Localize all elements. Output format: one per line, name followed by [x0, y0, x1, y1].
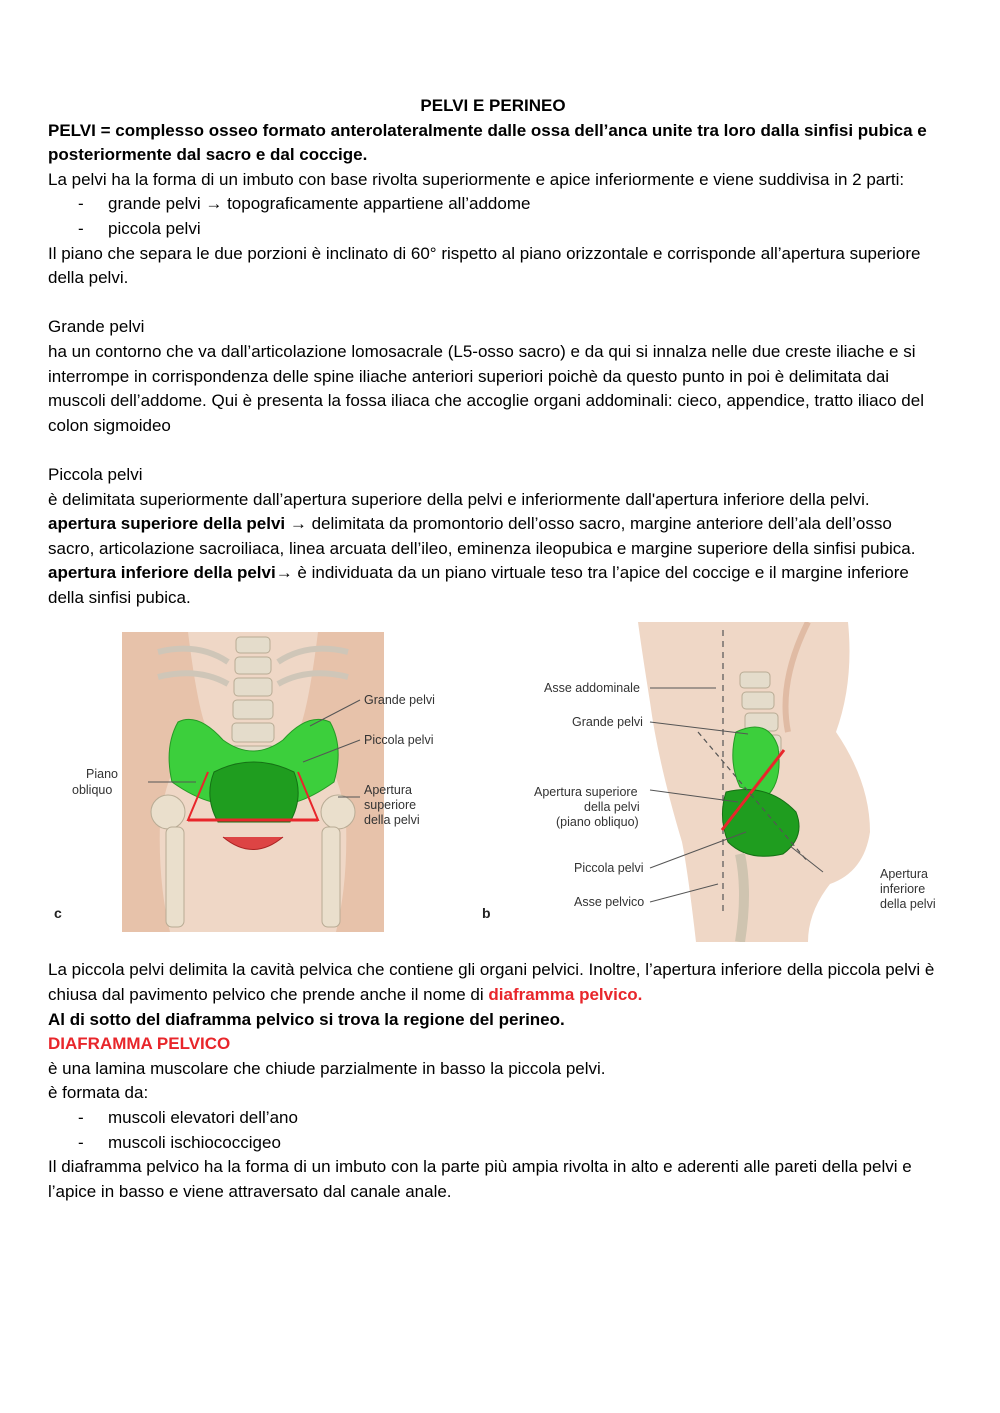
plane-paragraph: Il piano che separa le due porzioni è inclinato di 60° rispetto al piano orizzontale e corrisponde all’apertura superiore della pelvi. — [48, 243, 921, 288]
list-item: - muscoli ischiococcigeo — [78, 1132, 281, 1152]
label-piccola-pelvi: Piccola pelvi — [364, 733, 434, 748]
piccola-pelvi-shape — [210, 762, 298, 822]
label-superiore: superiore — [364, 798, 417, 813]
pelvi-definition: PELVI = complesso osseo formato anterolateralmente dalle ossa dell’anca unite tra loro dalla sinfisi pubica e posteriormente dal sacro e dal coccige. — [48, 120, 927, 165]
figure-c-frontal-pelvis — [48, 622, 458, 942]
label-obliquo: obliquo — [72, 783, 113, 798]
label-grande-pelvi-b: Grande pelvi — [572, 715, 643, 730]
list-item: - grande pelvi → topograficamente appartiene all’addome — [78, 194, 531, 214]
label-della-pelvi: della pelvi — [364, 813, 420, 828]
document-page — [48, 94, 938, 1204]
list-item: - muscoli elevatori dell’ano — [78, 1108, 298, 1128]
label-asse-addominale: Asse addominale — [544, 681, 640, 696]
figure-letter-c: c — [54, 905, 62, 922]
page-title: PELVI E PERINEO — [420, 96, 566, 115]
label-asse-pelvico: Asse pelvico — [574, 895, 645, 910]
label-inferiore: inferiore — [880, 882, 926, 897]
diaframma-line2: è formata da: — [48, 1083, 149, 1103]
figure-letter-b: b — [482, 905, 491, 922]
grande-pelvi-heading: Grande pelvi — [48, 317, 145, 337]
label-grande-pelvi: Grande pelvi — [364, 693, 435, 708]
label-piano: Piano — [86, 767, 118, 782]
piccola-pelvi-cavity-paragraph: La piccola pelvi delimita la cavità pelvica che contiene gli organi pelvici. Inoltre, l’apertura inferiore della piccola pelvi è chiusa dal pavimento pelvico che prende anche il nome di diaframma pelvico. — [48, 960, 935, 1005]
diaframma-line1: è una lamina muscolare che chiude parzialmente in basso la piccola pelvi. — [48, 1058, 606, 1078]
figures-row — [48, 622, 938, 954]
label-apertura-inf: Apertura — [880, 867, 928, 882]
diaframma-closing: Il diaframma pelvico ha la forma di un imbuto con la parte più ampia rivolta in alto e aderenti alle pareti della pelvi e l’apice in basso e viene attraversato dal canale anale. — [48, 1157, 912, 1201]
pelvi-shape-paragraph: La pelvi ha la forma di un imbuto con base rivolta superiormente e apice inferiormente e viene suddivisa in 2 parti: — [48, 169, 905, 189]
label-apertura-superiore-b: Apertura superiore — [534, 785, 638, 800]
piccola-pelvi-heading: Piccola pelvi — [48, 464, 143, 484]
diaframma-heading: DIAFRAMMA PELVICO — [48, 1034, 231, 1054]
list-item: - piccola pelvi — [78, 218, 201, 238]
apertura-superiore-paragraph: apertura superiore della pelvi → delimitata da promontorio dell’osso sacro, margine anteriore dell’ala dell’osso sacro, articolazione sacroiliaca, linea arcuata dell’ileo, eminenza ileopubica e margine superiore della sinfisi pubica. — [48, 514, 916, 558]
label-della-pelvi-inf: della pelvi — [880, 897, 936, 912]
diaframma-highlight: diaframma pelvico. — [488, 985, 643, 1005]
label-della-pelvi-b: della pelvi — [584, 800, 640, 815]
perineo-sentence: Al di sotto del diaframma pelvico si trova la regione del perineo. — [48, 1009, 565, 1029]
label-apertura: Apertura — [364, 783, 412, 798]
piccola-pelvi-text: è delimitata superiormente dall’apertura superiore della pelvi e inferiormente dall'apertura inferiore della pelvi. — [48, 489, 870, 509]
label-piccola-pelvi-b: Piccola pelvi — [574, 861, 644, 876]
apertura-inferiore-paragraph: apertura inferiore della pelvi→ è individuata da un piano virtuale teso tra l’apice del coccige e il margine inferiore della sinfisi pubica. — [48, 563, 909, 607]
grande-pelvi-text: ha un contorno che va dall’articolazione lomosacrale (L5-osso sacro) e da qui si innalza nelle due creste iliache e si interrompe in corrispondenza delle spine iliache anteriori superiori poichè da questo punto in poi è delimitata dai muscoli dell’addome. Qui è presenta la fossa iliaca che accoglie organi addominali: cieco, appendice, tratto iliaco del colon sigmoideo — [48, 341, 924, 435]
figure-b-lateral-pelvis — [478, 622, 938, 942]
label-piano-obliquo-b: (piano obliquo) — [556, 815, 639, 830]
